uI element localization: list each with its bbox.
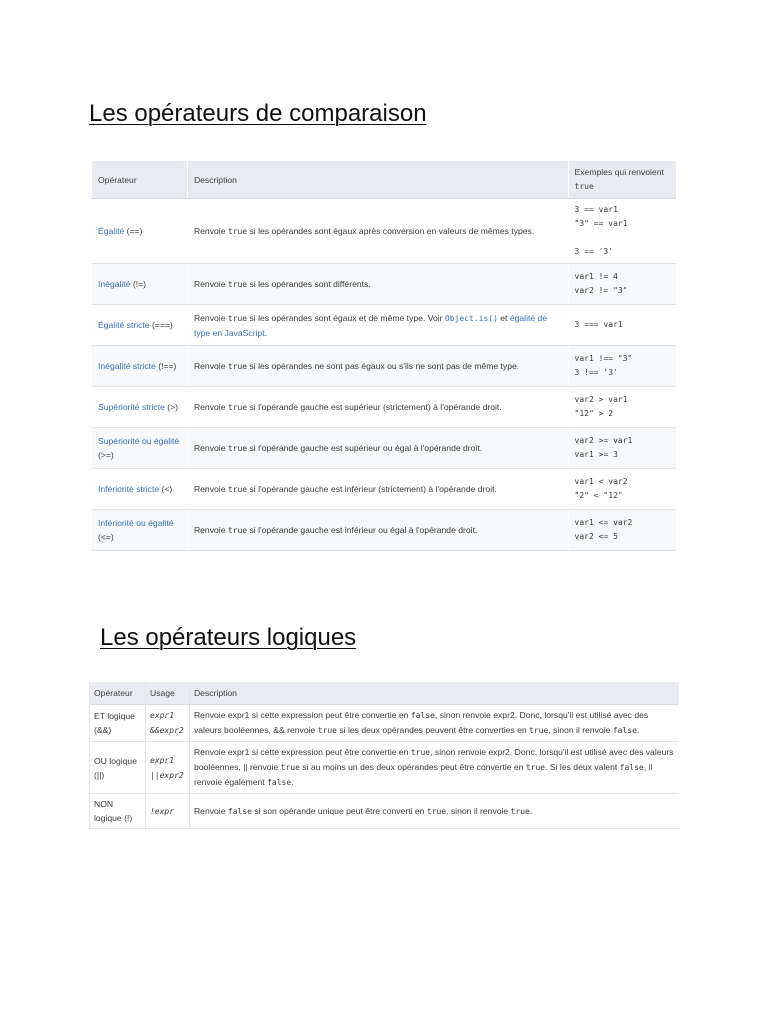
usage-expr: !expr	[149, 806, 175, 816]
col-header-operator: Opérateur	[92, 161, 188, 199]
operator-cell	[92, 199, 188, 264]
table-row	[90, 742, 680, 794]
example-line: "3" == var1	[574, 219, 628, 228]
operator-link[interactable]: Infériorité stricte	[98, 484, 160, 494]
example-line: var1 >= 3	[574, 450, 618, 459]
code-value: true	[525, 763, 546, 772]
example-line: 3 == '3'	[574, 247, 614, 256]
usage-cell	[145, 705, 189, 742]
examples-cell	[568, 264, 676, 305]
table-row	[92, 264, 677, 305]
examples-cell	[568, 387, 676, 428]
code-true: true	[227, 361, 248, 371]
description-cell: Renvoie true si les opérandes sont égaux après conversion en valeurs de mêmes types.	[187, 199, 568, 264]
operator-symbol: (<)	[161, 484, 173, 494]
operator-link[interactable]: Supériorité stricte	[98, 402, 165, 412]
table-row	[90, 794, 680, 829]
examples-cell	[568, 346, 676, 387]
code-true: true	[227, 525, 248, 535]
code-true: true	[227, 484, 248, 494]
code-true: true	[227, 279, 248, 289]
code-true: true	[227, 313, 248, 323]
description-cell: Renvoie expr1 si cette expression peut être convertie en true, sinon renvoie expr2. Donc, lorsqu'il est utilisé avec des valeurs booléennes, || renvoie true si au moins un des deux opérandes peut être convertie en true. Si les deux valent false, il renvoie également false.	[189, 742, 679, 794]
example-line: var1 < var2	[574, 477, 628, 486]
usage-expr: ||expr2	[149, 770, 184, 780]
operator-link[interactable]: Égalité stricte	[98, 320, 150, 330]
example-line: 3 === var1	[574, 320, 623, 329]
code-value: false	[410, 711, 435, 720]
examples-cell	[568, 428, 676, 469]
table-row	[92, 305, 677, 346]
description-cell: Renvoie false si son opérande unique peut être converti en true, sinon il renvoie true.	[189, 794, 679, 829]
operator-cell	[92, 346, 188, 387]
table-row	[92, 428, 677, 469]
operator-cell	[92, 387, 188, 428]
col-header-examples	[568, 161, 676, 199]
operator-symbol: (!==)	[158, 361, 177, 371]
description-cell: Renvoie true si l'opérande gauche est inférieur ou égal à l'opérande droit.	[187, 510, 568, 551]
code-value: true	[510, 806, 530, 816]
operator-cell: NON logique (!)	[90, 794, 146, 829]
examples-header-text: Exemples qui renvoient true	[574, 167, 664, 191]
object-is-link[interactable]: Object.is()	[444, 313, 498, 323]
code-true: true	[227, 443, 248, 453]
comparison-table	[91, 161, 676, 551]
example-line: var1 !== "3"	[574, 354, 633, 363]
operator-symbol: (===)	[151, 320, 173, 330]
usage-expr: expr1	[149, 711, 175, 720]
description-cell: Renvoie true si l'opérande gauche est supérieur (strictement) à l'opérande droit.	[187, 387, 568, 428]
examples-cell	[568, 469, 676, 510]
col-header-description: Description	[187, 161, 568, 199]
code-value: true	[280, 763, 300, 772]
code-value: false	[612, 726, 637, 735]
example-line: var2 > var1	[574, 395, 628, 404]
operator-link[interactable]: Égalité	[98, 226, 125, 236]
operator-link[interactable]: Inégalité	[98, 279, 131, 289]
operator-link[interactable]: Supériorité ou égalité	[98, 436, 180, 446]
code-true: true	[227, 226, 248, 236]
table-row	[92, 469, 677, 510]
col-header-usage: Usage	[145, 682, 189, 705]
equality-link[interactable]: égalité de type en JavaScript	[193, 312, 548, 338]
operator-cell	[92, 305, 188, 346]
operator-cell: OU logique (||)	[90, 742, 146, 794]
example-line: 3 == var1	[574, 205, 618, 214]
example-line	[575, 231, 670, 245]
example-line: var2 <= 5	[574, 532, 618, 541]
operator-symbol: (>)	[167, 402, 179, 412]
example-line: "2" < "12"	[574, 491, 623, 500]
usage-expr: &&expr2	[149, 726, 184, 735]
code-value: false	[619, 763, 644, 772]
comparison-heading: Les opérateurs de comparaison	[89, 100, 427, 127]
example-line: var2 != "3"	[574, 286, 628, 295]
code-value: true	[529, 726, 549, 735]
examples-cell	[568, 510, 676, 551]
usage-cell	[145, 794, 189, 829]
examples-cell	[568, 305, 676, 346]
logical-table	[89, 682, 679, 829]
table-row	[90, 705, 680, 742]
operator-symbol: (!=)	[132, 279, 147, 289]
operator-link[interactable]: Inégalité stricte	[98, 361, 156, 371]
operator-symbol: (>=)	[98, 450, 114, 460]
example-line: "12" > 2	[574, 409, 614, 418]
example-line: var1 <= var2	[574, 518, 633, 527]
example-line: var1 != 4	[574, 272, 618, 281]
description-cell: Renvoie expr1 si cette expression peut être convertie en false, sinon renvoie expr2. Donc, lorsqu'il est utilisé avec des valeurs booléennes, && renvoie true si les deux opérandes peuvent être converties en true, sinon il renvoie false.	[189, 705, 679, 742]
description-cell: Renvoie true si les opérandes sont différents.	[187, 264, 568, 305]
operator-cell	[92, 469, 188, 510]
table-row	[92, 199, 677, 264]
usage-cell	[145, 742, 189, 794]
table-row	[92, 387, 677, 428]
col-header-operator: Opérateur	[90, 682, 146, 705]
operator-cell	[92, 510, 188, 551]
col-header-description: Description	[189, 682, 679, 705]
code-value: true	[426, 806, 447, 816]
code-value: true	[410, 748, 431, 757]
code-value: false	[267, 778, 292, 787]
code-true: true	[574, 182, 594, 191]
example-line: 3 !== '3'	[574, 368, 618, 377]
description-cell: Renvoie true si les opérandes sont égaux et de même type. Voir Object.is() et égalité de type en JavaScript.	[187, 305, 568, 346]
operator-link[interactable]: Infériorité ou égalité	[98, 518, 174, 528]
usage-expr: expr1	[149, 755, 175, 765]
description-cell: Renvoie true si les opérandes ne sont pas égaux ou s'ils ne sont pas de même type.	[187, 346, 568, 387]
code-value: true	[317, 726, 337, 735]
logical-heading: Les opérateurs logiques	[100, 624, 357, 651]
description-cell: Renvoie true si l'opérande gauche est supérieur ou égal à l'opérande droit.	[187, 428, 568, 469]
table-row	[92, 510, 677, 551]
operator-symbol: (==)	[126, 226, 143, 236]
code-true: true	[227, 402, 248, 412]
examples-cell	[568, 199, 676, 264]
operator-symbol: (<=)	[98, 532, 114, 542]
table-row	[92, 346, 677, 387]
operator-cell	[92, 428, 188, 469]
description-cell: Renvoie true si l'opérande gauche est inférieur (strictement) à l'opérande droit.	[187, 469, 568, 510]
operator-cell	[92, 264, 188, 305]
code-value: false	[227, 806, 252, 816]
operator-cell: ET logique (&&)	[90, 705, 146, 742]
example-line: var2 >= var1	[574, 436, 633, 445]
